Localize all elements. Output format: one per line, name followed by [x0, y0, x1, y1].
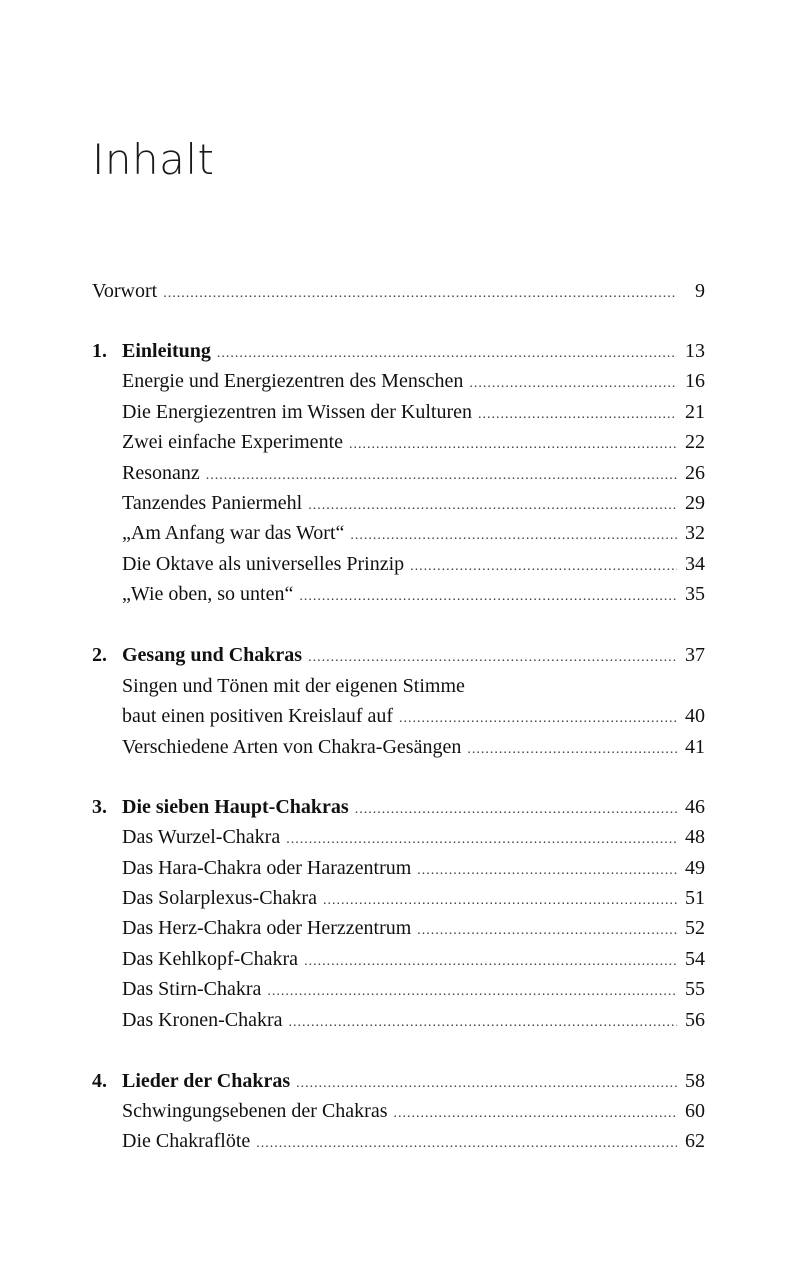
section-page: 21: [685, 401, 705, 423]
toc-section[interactable]: [92, 974, 705, 1004]
section-page: 41: [685, 736, 705, 758]
section-page: 56: [685, 1009, 705, 1031]
toc-section[interactable]: [92, 1126, 705, 1156]
dot-leader: [349, 430, 677, 460]
dot-leader: [323, 886, 677, 916]
section-page: 35: [685, 583, 705, 605]
section-page: 16: [685, 370, 705, 392]
section-page: 29: [685, 492, 705, 514]
toc-section[interactable]: [92, 549, 705, 579]
section-page: 48: [685, 826, 705, 848]
dot-leader: [355, 795, 677, 825]
chapter-number: 2.: [92, 644, 107, 666]
dot-leader: [163, 279, 677, 309]
toc-section[interactable]: [92, 944, 705, 974]
section-title: Die Oktave als universelles Prinzip: [122, 553, 405, 575]
section-title: Das Kronen-Chakra: [122, 1009, 283, 1031]
chapter-number: 1.: [92, 340, 107, 362]
toc-section[interactable]: [92, 883, 705, 913]
section-title: Die Energiezentren im Wissen der Kulturen: [122, 401, 473, 423]
section-title: Singen und Tönen mit der eigenen Stimme: [122, 675, 465, 697]
dot-leader: [308, 643, 677, 673]
dot-leader: [467, 735, 677, 765]
dot-leader: [394, 1099, 678, 1129]
section-title: Schwingungsebenen der Chakras: [122, 1100, 388, 1122]
section-page: 40: [685, 705, 705, 727]
chapter-page: 58: [685, 1070, 705, 1092]
toc-chapter-1[interactable]: [92, 336, 705, 366]
toc-chapter-2[interactable]: [92, 640, 705, 670]
section-page: 22: [685, 431, 705, 453]
chapter-number: 4.: [92, 1070, 107, 1092]
page-title: Inhalt: [92, 135, 215, 184]
toc-section[interactable]: [92, 913, 705, 943]
chapter-title: Lieder der Chakras: [122, 1070, 291, 1092]
toc-section[interactable]: [92, 366, 705, 396]
section-title: Das Solarplexus-Chakra: [122, 887, 317, 909]
section-title: Verschiedene Arten von Chakra-Gesängen: [122, 736, 462, 758]
toc-section[interactable]: [92, 458, 705, 488]
chapter-title: Die sieben Haupt-Chakras: [122, 796, 349, 818]
dot-leader: [469, 369, 677, 399]
dot-leader: [410, 552, 677, 582]
section-page: 60: [685, 1100, 705, 1122]
section-title: Die Chakraflöte: [122, 1130, 251, 1152]
dot-leader: [206, 461, 677, 491]
dot-leader: [478, 400, 677, 430]
toc-chapter-3[interactable]: [92, 792, 705, 822]
chapter-page: 46: [685, 796, 705, 818]
section-page: 49: [685, 857, 705, 879]
chapter-title: Gesang und Chakras: [122, 644, 303, 666]
toc-chapter-4[interactable]: [92, 1066, 705, 1096]
dot-leader: [308, 491, 677, 521]
section-title: Energie und Energiezentren des Menschen: [122, 370, 464, 392]
toc-section[interactable]: [92, 488, 705, 518]
section-title: Das Hara-Chakra oder Harazentrum: [122, 857, 412, 879]
toc-section[interactable]: [92, 671, 705, 701]
section-page: 26: [685, 462, 705, 484]
chapter-title: Einleitung: [122, 340, 211, 362]
section-page: 51: [685, 887, 705, 909]
section-page: 55: [685, 978, 705, 1000]
section-title: Das Kehlkopf-Chakra: [122, 948, 299, 970]
toc-section[interactable]: [92, 1096, 705, 1126]
dot-leader: [399, 704, 677, 734]
dot-leader: [296, 1069, 677, 1099]
section-page: 54: [685, 948, 705, 970]
dot-leader: [304, 947, 677, 977]
section-title: Das Herz-Chakra oder Herzzentrum: [122, 917, 412, 939]
toc-section[interactable]: [92, 822, 705, 852]
dot-leader: [350, 521, 677, 551]
dot-leader: [217, 339, 677, 369]
section-title: Zwei einfache Experimente: [122, 431, 343, 453]
dot-leader: [289, 1008, 678, 1038]
section-page: 34: [685, 553, 705, 575]
toc-section[interactable]: [92, 579, 705, 609]
toc-section[interactable]: [92, 732, 705, 762]
dot-leader: [267, 977, 677, 1007]
section-title: Das Wurzel-Chakra: [122, 826, 281, 848]
dot-leader: [417, 856, 677, 886]
chapter-page: 13: [685, 340, 705, 362]
dot-leader: [417, 916, 677, 946]
toc-section[interactable]: [92, 518, 705, 548]
chapter-page: 37: [685, 644, 705, 666]
toc-section[interactable]: [92, 853, 705, 883]
dot-leader: [299, 582, 677, 612]
toc-section[interactable]: [92, 701, 705, 731]
section-page: 32: [685, 522, 705, 544]
toc-entry-preface[interactable]: [92, 276, 705, 306]
section-page: 52: [685, 917, 705, 939]
toc-entry-page: 9: [695, 280, 705, 302]
chapter-number: 3.: [92, 796, 107, 818]
section-title: „Wie oben, so unten“: [122, 583, 294, 605]
section-title: Das Stirn-Chakra: [122, 978, 262, 1000]
toc-entry-title: Vorwort: [92, 280, 158, 302]
dot-leader: [256, 1129, 677, 1159]
dot-leader: [286, 825, 677, 855]
section-title: Tanzendes Paniermehl: [122, 492, 303, 514]
toc-section[interactable]: [92, 1005, 705, 1035]
section-page: 62: [685, 1130, 705, 1152]
toc-section[interactable]: [92, 397, 705, 427]
section-title: baut einen positiven Kreislauf auf: [122, 705, 394, 727]
section-title: Resonanz: [122, 462, 200, 484]
section-title: „Am Anfang war das Wort“: [122, 522, 345, 544]
toc-section[interactable]: [92, 427, 705, 457]
